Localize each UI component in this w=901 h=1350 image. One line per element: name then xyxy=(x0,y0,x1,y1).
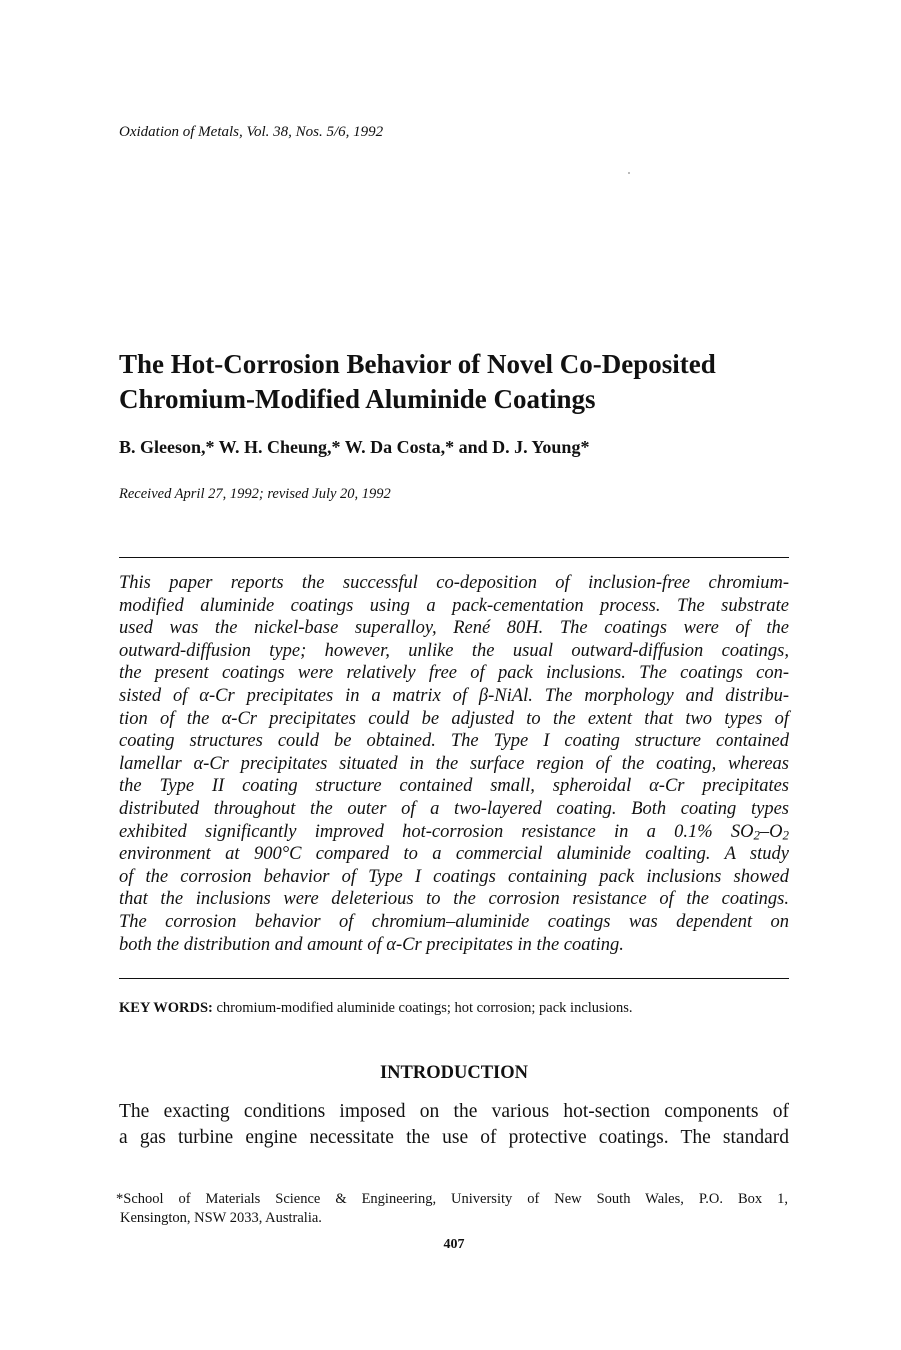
intro-line: The exacting conditions imposed on the various hot-section components of xyxy=(119,1101,789,1122)
abstract-line: that the inclusions were deleterious to the corrosion resistance of the coatings. xyxy=(119,889,789,910)
abstract-line-text: exhibited significantly improved hot-corrosion resistance in a 0.1% SO xyxy=(119,821,754,842)
title-line: Chromium-Modified Aluminide Coatings xyxy=(119,384,596,414)
abstract-line: used was the nickel-base superalloy, René 80H. The coatings were of the xyxy=(119,618,789,639)
abstract-line: This paper reports the successful co-deposition of inclusion-free chromium- xyxy=(119,573,789,593)
o2-subscript: 2 xyxy=(782,827,789,843)
footnote-line: Kensington, NSW 2033, Australia. xyxy=(120,1210,322,1226)
keywords-text: chromium-modified aluminide coatings; hot corrosion; pack inclusions. xyxy=(216,1000,633,1016)
abstract-top-rule xyxy=(119,557,789,558)
abstract-line: of the corrosion behavior of Type I coatings containing pack inclusions showed xyxy=(119,866,789,887)
received-dates: Received April 27, 1992; revised July 20, 1992 xyxy=(119,486,391,502)
abstract-line: sisted of α-Cr precipitates in a matrix of β-NiAl. The morphology and distribu- xyxy=(119,685,789,706)
abstract-line: tion of the α-Cr precipitates could be adjusted to the extent that two types of xyxy=(119,708,789,729)
abstract-line: The corrosion behavior of chromium–aluminide coatings was dependent on xyxy=(119,911,789,932)
so2-subscript: 2 xyxy=(753,827,760,843)
page-number: 407 xyxy=(443,1237,465,1252)
abstract-line: lamellar α-Cr precipitates situated in the surface region of the coating, whereas xyxy=(119,753,789,774)
intro-paragraph xyxy=(119,1099,789,1151)
abstract-line: the present coatings were relatively free of pack inclusions. The coatings con- xyxy=(119,663,789,684)
abstract-line: both the distribution and amount of α-Cr precipitates in the coating. xyxy=(119,934,624,955)
abstract-line: modified aluminide coatings using a pack-cementation process. The substrate xyxy=(119,595,789,616)
affiliation-footnote xyxy=(116,1190,788,1228)
abstract-line: environment at 900°C compared to a commercial aluminide coalting. A study xyxy=(119,844,789,865)
abstract-bottom-rule xyxy=(119,978,789,979)
paper-title xyxy=(119,347,819,417)
abstract-line: distributed throughout the outer of a two-layered coating. Both coating types xyxy=(119,798,789,819)
intro-line: a gas turbine engine necessitate the use of protective coatings. The standard xyxy=(119,1127,789,1148)
keywords xyxy=(119,1000,633,1017)
footnote-line: *School of Materials Science & Engineering, University of New South Wales, P.O. Box 1, xyxy=(116,1191,788,1207)
abstract-line: outward-diffusion type; however, unlike the usual outward-diffusion coatings, xyxy=(119,640,789,661)
o2-symbol: –O xyxy=(759,821,783,842)
abstract-line: the Type II coating structure contained small, spheroidal α-Cr precipitates xyxy=(119,776,789,797)
abstract-line-formula xyxy=(119,821,789,844)
scan-speck xyxy=(628,172,630,174)
title-line: The Hot-Corrosion Behavior of Novel Co-Deposited xyxy=(119,349,716,379)
keywords-label: KEY WORDS: xyxy=(119,1000,213,1016)
author-list: B. Gleeson,* W. H. Cheung,* W. Da Costa,* and D. J. Young* xyxy=(119,437,590,457)
abstract-line: coating structures could be obtained. The Type I coating structure contained xyxy=(119,731,789,752)
journal-citation: Oxidation of Metals, Vol. 38, Nos. 5/6, 1992 xyxy=(119,124,384,140)
section-heading: INTRODUCTION xyxy=(379,1063,529,1083)
abstract xyxy=(119,572,789,956)
